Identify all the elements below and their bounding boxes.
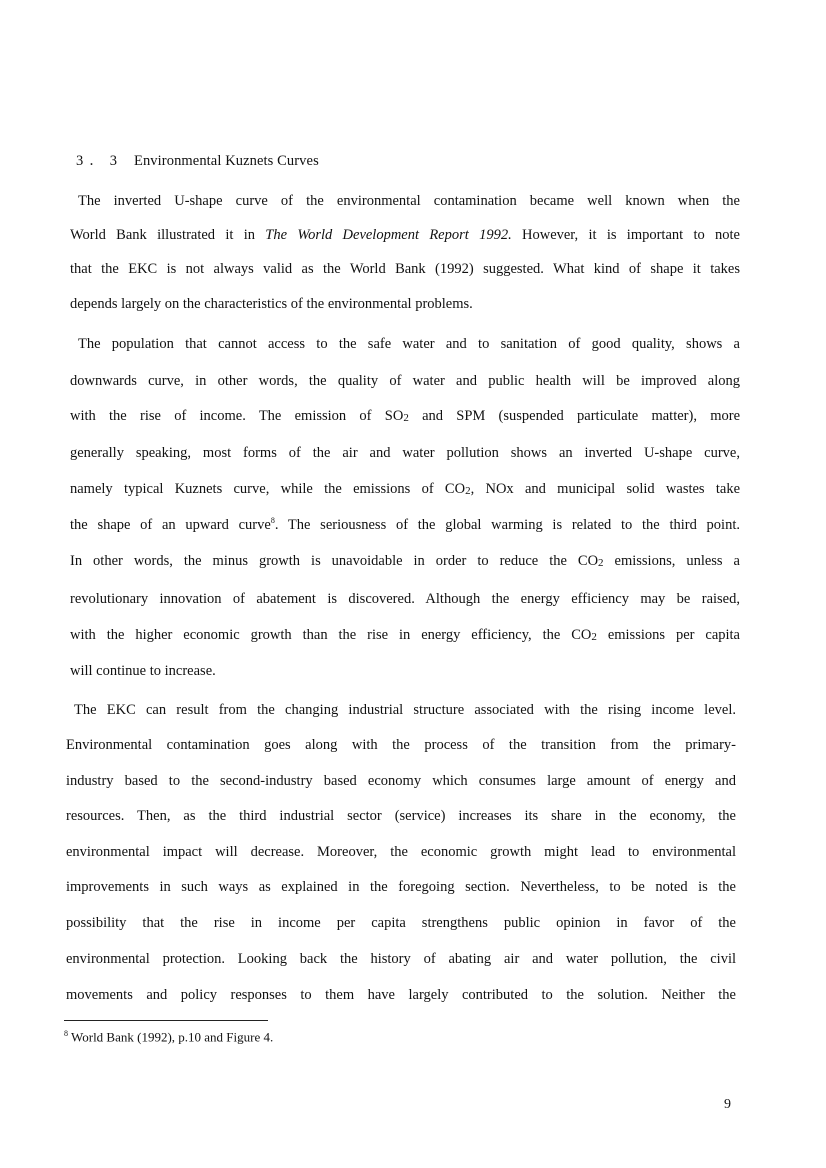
paragraph-line: resources. Then, as the third industrial sector (service) increases its share in the economy, the bbox=[66, 808, 736, 824]
paragraph-line: industry based to the second-industry based economy which consumes large amount of energy and bbox=[66, 773, 736, 789]
paragraph-line: with the higher economic growth than the rise in energy efficiency, the $CO_2$ emissions per capita bbox=[70, 627, 740, 643]
paragraph-line: will continue to increase. bbox=[70, 663, 216, 679]
paragraph-line: the shape of an upward curve$^8$. The seriousness of the global warming is related to the third point. bbox=[70, 516, 740, 533]
footnote-number: 8 bbox=[64, 1029, 68, 1038]
footnote bbox=[64, 1029, 273, 1045]
paragraph-line: revolutionary innovation of abatement is discovered. Although the energy efficiency may be raised, bbox=[70, 591, 740, 607]
paragraph-line: movements and policy responses to them have largely contributed to the solution. Neither the bbox=[66, 987, 736, 1003]
paragraph-line: depends largely on the characteristics of the environmental problems. bbox=[70, 296, 473, 312]
section-title: Environmental Kuznets Curves bbox=[134, 153, 319, 169]
paragraph-line: The EKC can result from the changing industrial structure associated with the rising income level. bbox=[74, 702, 736, 718]
paragraph-line: downwards curve, in other words, the quality of water and public health will be improved along bbox=[70, 373, 740, 389]
footnote-divider bbox=[64, 1020, 268, 1021]
paragraph-line: generally speaking, most forms of the air and water pollution shows an inverted U-shape curve, bbox=[70, 445, 740, 461]
paragraph-line: In other words, the minus growth is unavoidable in order to reduce the $CO_2$ emissions, unless a bbox=[70, 553, 740, 569]
report-title: The World Development Report 1992. bbox=[265, 227, 512, 243]
section-number: 3．3 bbox=[76, 153, 123, 169]
paragraph-line: namely typical Kuznets curve, while the emissions of $CO_2$, NOx and municipal solid wastes take bbox=[70, 481, 741, 497]
paragraph-line: The inverted U-shape curve of the environmental contamination became well known when the bbox=[78, 193, 740, 209]
paragraph-line: environmental impact will decrease. Moreover, the economic growth might lead to environmental bbox=[66, 844, 736, 860]
paragraph-line: improvements in such ways as explained in the foregoing section. Nevertheless, to be noted is the bbox=[66, 879, 736, 895]
paragraph-line: World Bank illustrated it in The World Development Report 1992. However, it is important to note bbox=[70, 227, 740, 243]
paragraph-line: with the rise of income. The emission of $SO_2$ and SPM (suspended particulate matter), more bbox=[70, 408, 741, 424]
paragraph-line: possibility that the rise in income per capita strengthens public opinion in favor of the bbox=[66, 915, 736, 931]
footnote-marker: 8 bbox=[270, 516, 275, 526]
footnote-text: World Bank (1992), p.10 and Figure 4. bbox=[68, 1029, 274, 1045]
section-heading bbox=[76, 149, 319, 170]
paragraph-line: environmental protection. Looking back the history of abating air and water pollution, the civil bbox=[66, 951, 736, 967]
paragraph-line: Environmental contamination goes along with the process of the transition from the primary- bbox=[66, 737, 736, 753]
paragraph-line: The population that cannot access to the safe water and to sanitation of good quality, shows a bbox=[78, 336, 740, 352]
paragraph-line: that the EKC is not always valid as the World Bank (1992) suggested. What kind of shape it takes bbox=[70, 261, 740, 277]
page-number: 9 bbox=[724, 1097, 731, 1112]
